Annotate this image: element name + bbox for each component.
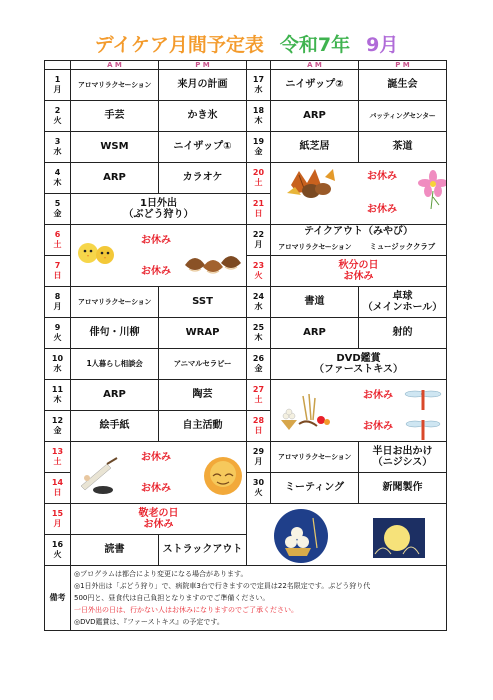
table-row (45, 318, 447, 349)
day-21: 21 日 (247, 194, 271, 225)
d11-pm: 陶芸 (159, 380, 247, 411)
moon-cell (247, 504, 447, 566)
d3-pm: ニイザップ① (159, 132, 247, 163)
table-row (45, 442, 447, 473)
table-row (45, 349, 447, 380)
note-line-5: ◎DVD鑑賞は、『ファーストキス』の予定です。 (74, 618, 224, 626)
d1-am: アロマリラクセーション (71, 70, 159, 101)
note-line-1: ◎プログラムは都合により変更になる場合があります。 (74, 570, 248, 578)
am-header: A M (71, 61, 159, 70)
day-24: 24 水 (247, 287, 271, 318)
schedule-table (44, 60, 447, 631)
d3-am: WSM (71, 132, 159, 163)
d29-pm: 半日お出かけ （ニジシス） (359, 442, 447, 473)
day-19: 19 金 (247, 132, 271, 163)
d1-pm: 来月の計画 (159, 70, 247, 101)
note-line-4: 一日外出の日は、行かない人はお休みになりますのでご了承ください。 (74, 606, 298, 614)
d5-all: 1日外出 （ぶどう狩り） (71, 194, 247, 225)
d30-pm: 新聞製作 (359, 473, 447, 504)
day-2: 2 火 (45, 101, 71, 132)
day-11: 11 木 (45, 380, 71, 411)
title-month: 9月 (366, 34, 399, 56)
d12-am: 絵手紙 (71, 411, 159, 442)
d14-off-text: お休み (141, 483, 171, 494)
d10-am: 1人暮らし相談会 (71, 349, 159, 380)
day-12: 12 金 (45, 411, 71, 442)
cosmos-flower-illustration (417, 169, 447, 209)
autumn-leaves-chestnut-illustration (285, 165, 337, 199)
d22-top: テイクアウト（みやび） (303, 226, 414, 237)
title-main: デイケア月間予定表 (94, 34, 264, 56)
day-29: 29 月 (247, 442, 271, 473)
d11-am: ARP (71, 380, 159, 411)
table-row (45, 70, 447, 101)
d28-off-text: お休み (363, 421, 393, 432)
d19-pm: 茶道 (359, 132, 447, 163)
day-20: 20 土 (247, 163, 271, 194)
calligraphy-illustration (77, 456, 121, 496)
d22-cell (271, 225, 447, 256)
full-moon-illustration (373, 518, 425, 558)
table-row (45, 163, 447, 194)
page-title (0, 30, 493, 60)
d21-off-text: お休み (367, 204, 397, 215)
table-row (45, 101, 447, 132)
day-28: 28 日 (247, 411, 271, 442)
d25-am: ARP (271, 318, 359, 349)
day-17: 17 水 (247, 70, 271, 101)
d7-off-text: お休み (141, 266, 171, 277)
day-15: 15 月 (45, 504, 71, 535)
d9-am: 俳句・川柳 (71, 318, 159, 349)
d2-am: 手芸 (71, 101, 159, 132)
d8-pm: SST (159, 287, 247, 318)
d27-off-text: お休み (363, 390, 393, 401)
day-14: 14 日 (45, 473, 71, 504)
day-23: 23 火 (247, 256, 271, 287)
note-line-3: 500円と、昼食代は自己負担となりますのでご準備ください。 (74, 594, 270, 602)
day-16: 16 火 (45, 535, 71, 566)
notes-label: 備考 (45, 566, 71, 631)
header-row (45, 61, 447, 70)
table-row (45, 132, 447, 163)
day-1: 1 月 (45, 70, 71, 101)
d9-pm: WRAP (159, 318, 247, 349)
d29-am: アロマリラクセーション (271, 442, 359, 473)
day-22: 22 月 (247, 225, 271, 256)
d6-off-text: お休み (141, 235, 171, 246)
d16-am: 読書 (71, 535, 159, 566)
day-3: 3 水 (45, 132, 71, 163)
title-era: 令和7年 (279, 34, 351, 56)
elderly-couple-illustration (201, 456, 245, 496)
d13-off-text: お休み (141, 452, 171, 463)
day-25: 25 木 (247, 318, 271, 349)
d12-pm: 自主活動 (159, 411, 247, 442)
day-13: 13 土 (45, 442, 71, 473)
table-row (45, 225, 447, 256)
d18-pm: バッティングセンター (359, 101, 447, 132)
d22-pm: ミュージッククラブ (369, 242, 435, 251)
table-row (45, 504, 447, 535)
d4-pm: カラオケ (159, 163, 247, 194)
table-row (45, 380, 447, 411)
d2-pm: かき氷 (159, 101, 247, 132)
d20-off-text: お休み (367, 171, 397, 182)
d24-pm: 卓球 （メインホール） (359, 287, 447, 318)
pm-header-right: P M (359, 61, 447, 70)
d17-pm: 誕生会 (359, 70, 447, 101)
notes-content (71, 566, 447, 631)
d8-am: アロマリラクセーション (71, 287, 159, 318)
d20-21-off-cell (271, 163, 447, 225)
moon-viewing-illustration (277, 390, 333, 432)
d27-28-off-cell (271, 380, 447, 442)
day-10: 10 水 (45, 349, 71, 380)
chick-illustration (75, 233, 117, 267)
note-line-2: ◎1日外出は「ぶどう狩り」で、病院車3台で行きますので定員は22名限定です。ぶどう狩り代 (74, 582, 371, 590)
d17-am: ニイザップ② (271, 70, 359, 101)
d24-am: 書道 (271, 287, 359, 318)
d22-am: アロマリラクセーション (278, 243, 352, 251)
day-30: 30 火 (247, 473, 271, 504)
day-5: 5 金 (45, 194, 71, 225)
table-row (45, 287, 447, 318)
d10-pm: アニマルセラピー (159, 349, 247, 380)
day-7: 7 日 (45, 256, 71, 287)
d25-pm: 射的 (359, 318, 447, 349)
day-4: 4 木 (45, 163, 71, 194)
notes-row (45, 566, 447, 631)
d26-all: DVD鑑賞 （ファーストキス） (271, 349, 447, 380)
dragonfly-illustration (401, 384, 447, 442)
day-27: 27 土 (247, 380, 271, 411)
tsukimi-dango-illustration (273, 508, 329, 564)
day-9: 9 火 (45, 318, 71, 349)
d13-14-off-cell (71, 442, 247, 504)
chestnut-illustration (181, 245, 247, 281)
d15-all: 敬老の日 お休み (71, 504, 247, 535)
d23-all: 秋分の日 お休み (271, 256, 447, 287)
d6-7-off-cell (71, 225, 247, 287)
d30-am: ミーティング (271, 473, 359, 504)
d4-am: ARP (71, 163, 159, 194)
day-18: 18 木 (247, 101, 271, 132)
d18-am: ARP (271, 101, 359, 132)
am-header-right: A M (271, 61, 359, 70)
d19-am: 紙芝居 (271, 132, 359, 163)
pm-header: P M (159, 61, 247, 70)
day-6: 6 土 (45, 225, 71, 256)
day-26: 26 金 (247, 349, 271, 380)
d16-pm: ストラックアウト (159, 535, 247, 566)
day-8: 8 月 (45, 287, 71, 318)
